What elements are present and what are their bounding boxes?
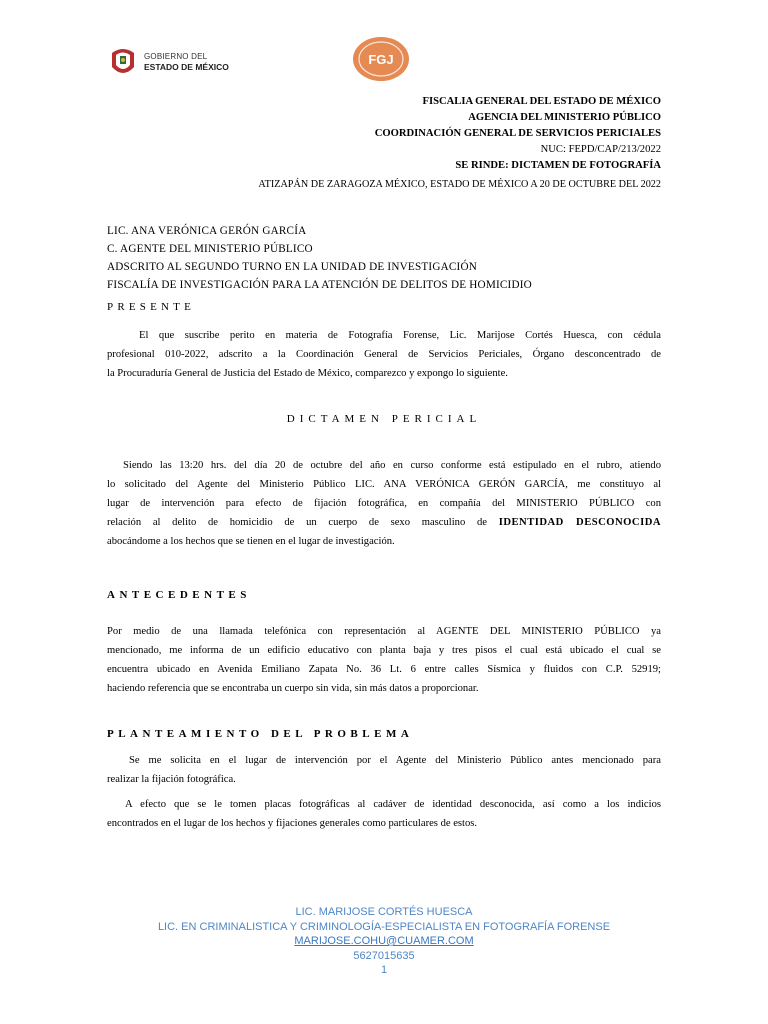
planteamiento-paragraph-1 [107,751,661,789]
unknown-identity-label: IDENTIDAD DESCONOCIDA [498,517,662,528]
page-number: 1 [380,964,388,976]
dictamen-line-4: relación al delito de homicidio de un cuerpo de sexo masculino de [107,517,487,528]
intro-line-3: la Procuraduría General de Justicia del Estado de México, comparezco y expongo lo siguiente. [107,368,508,379]
document-footer [0,905,768,978]
document-header [258,94,661,193]
addressee-office: FISCALÍA DE INVESTIGACIÓN PARA LA ATENCIÓN DE DELITOS DE HOMICIDIO [107,279,532,291]
antecedentes-line-2: mencionado, me informa de un edificio educativo con planta baja y tres pisos el cual está ubicado el cual se [107,645,661,656]
header-coordination: COORDINACIÓN GENERAL DE SERVICIOS PERICIALES [374,128,661,139]
header-subject: SE RINDE: DICTAMEN DE FOTOGRAFÍA [455,160,661,171]
edomex-logo-line1: GOBIERNO DEL [144,52,208,61]
planteamiento-title: PLANTEAMIENTO DEL PROBLEMA [107,728,414,740]
antecedentes-line-3: encuentra ubicado en Avenida Emiliano Zapata No. 36 Lt. 6 entre calles Sísmica y fluidos con C.P. 52919; [107,664,661,675]
fgj-logo [351,36,411,82]
antecedentes-paragraph [107,622,661,698]
addressee-block [107,222,532,294]
antecedentes-line-4: haciendo referencia que se encontraba un cuerpo sin vida, sin más datos a proporcionar. [107,683,479,694]
header-institution: FISCALIA GENERAL DEL ESTADO DE MÉXICO [422,96,661,107]
planteamiento-line-4: encontrados en el lugar de los hechos y fijaciones generales como particulares de estos. [107,818,478,829]
presente-heading: PRESENTE [107,301,195,313]
footer-email-link[interactable]: MARIJOSE.COHU@CUAMER.COM [294,935,474,947]
intro-line-2: profesional 010-2022, adscrito a la Coordinación General de Servicios Periciales, Órgano desconcentrado de [107,349,661,360]
edomex-logo-line2: ESTADO DE MÉXICO [144,62,229,72]
addressee-unit: ADSCRITO AL SEGUNDO TURNO EN LA UNIDAD DE INVESTIGACIÓN [107,261,478,273]
intro-line-1: El que suscribe perito en materia de Fotografía Forense, Lic. Marijose Cortés Huesca, con cédula [139,330,661,341]
planteamiento-paragraph-2 [107,795,661,833]
dictamen-line-2: lo solicitado del Agente del Ministerio Público LIC. ANA VERÓNICA GERÓN GARCÍA, me constituyo al [107,479,661,490]
header-nuc: NUC: FEPD/CAP/213/2022 [540,144,661,155]
intro-paragraph [107,326,661,383]
footer-title: LIC. EN CRIMINALISTICA Y CRIMINOLOGÍA-ESPECIALISTA EN FOTOGRAFÍA FORENSE [157,920,611,933]
dictamen-title: DICTAMEN PERICIAL [286,413,482,425]
addressee-role: C. AGENTE DEL MINISTERIO PÚBLICO [107,243,313,255]
dictamen-line-5: abocándome a los hechos que se tienen en el lugar de investigación. [107,536,395,547]
antecedentes-line-1: Por medio de una llamada telefónica con representación al AGENTE DEL MINISTERIO PÚBLICO ya [107,626,661,637]
header-agency: AGENCIA DEL MINISTERIO PÚBLICO [468,112,661,123]
planteamiento-line-3: A efecto que se le tomen placas fotográficas al cadáver de identidad desconocida, así como a los indicios [125,799,661,810]
footer-name: LIC. MARIJOSE CORTÉS HUESCA [295,906,473,918]
edomex-crest-icon [108,45,138,79]
planteamiento-line-1: Se me solicita en el lugar de intervención por el Agente del Ministerio Público antes mencionado para [129,755,661,766]
antecedentes-title: ANTECEDENTES [107,589,251,601]
edomex-logo [108,44,258,80]
dictamen-line-3: lugar de intervención para efecto de fijación fotográfica, en compañía del MINISTERIO PÚBLICO con [107,498,661,509]
dictamen-line-1: Siendo las 13:20 hrs. del día 20 de octubre del año en curso conforme está estipulado en el rubro, atiendo [123,460,661,471]
addressee-name: LIC. ANA VERÓNICA GERÓN GARCÍA [107,225,307,237]
dictamen-paragraph [107,456,661,551]
fgj-logo-text: FGJ [368,52,394,67]
footer-phone: 5627015635 [353,949,415,962]
planteamiento-line-2: realizar la fijación fotográfica. [107,774,236,785]
header-place-date: ATIZAPÁN DE ZARAGOZA MÉXICO, ESTADO DE MÉXICO A 20 DE OCTUBRE DEL 2022 [258,179,661,190]
